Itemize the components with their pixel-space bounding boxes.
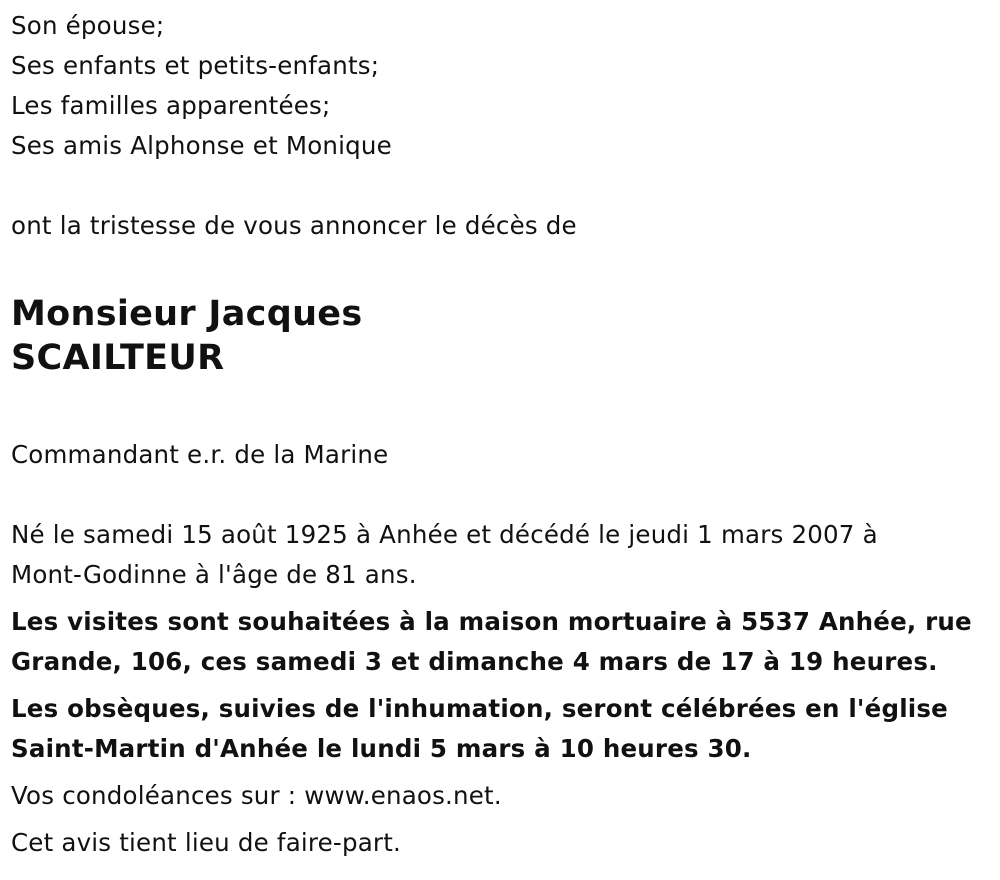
birth-death-paragraph [11, 515, 1000, 595]
family-line-relatives: Les familles apparentées; [11, 91, 331, 120]
family-line-spouse: Son épouse; [11, 11, 165, 40]
family-list [11, 6, 1000, 166]
family-line-friends: Ses amis Alphonse et Monique [11, 131, 392, 160]
visits-line-2: Grande, 106, ces samedi 3 et dimanche 4 mars de 17 à 19 heures. [11, 647, 938, 676]
visits-paragraph [11, 602, 1000, 682]
deceased-first-line: Monsieur Jacques [11, 294, 363, 334]
birth-death-line-2: Mont-Godinne à l'âge de 81 ans. [11, 560, 417, 589]
announcement-text: ont la tristesse de vous annoncer le décès de [11, 211, 577, 240]
funeral-line-2: Saint-Martin d'Anhée le lundi 5 mars à 10 heures 30. [11, 734, 752, 763]
visits-line-1: Les visites sont souhaitées à la maison mortuaire à 5537 Anhée, rue [11, 607, 972, 636]
birth-death-line-1: Né le samedi 15 août 1925 à Anhée et décédé le jeudi 1 mars 2007 à [11, 520, 878, 549]
deceased-name [11, 292, 1000, 380]
deceased-title: Commandant e.r. de la Marine [11, 440, 389, 469]
obituary-notice [0, 6, 1000, 880]
funeral-paragraph [11, 689, 1000, 769]
funeral-line-1: Les obsèques, suivies de l'inhumation, seront célébrées en l'église [11, 694, 948, 723]
condolences-text: Vos condoléances sur : www.enaos.net. [11, 781, 502, 810]
family-line-children: Ses enfants et petits-enfants; [11, 51, 380, 80]
notice-text: Cet avis tient lieu de faire-part. [11, 828, 401, 857]
deceased-last-name: SCAILTEUR [11, 338, 225, 378]
